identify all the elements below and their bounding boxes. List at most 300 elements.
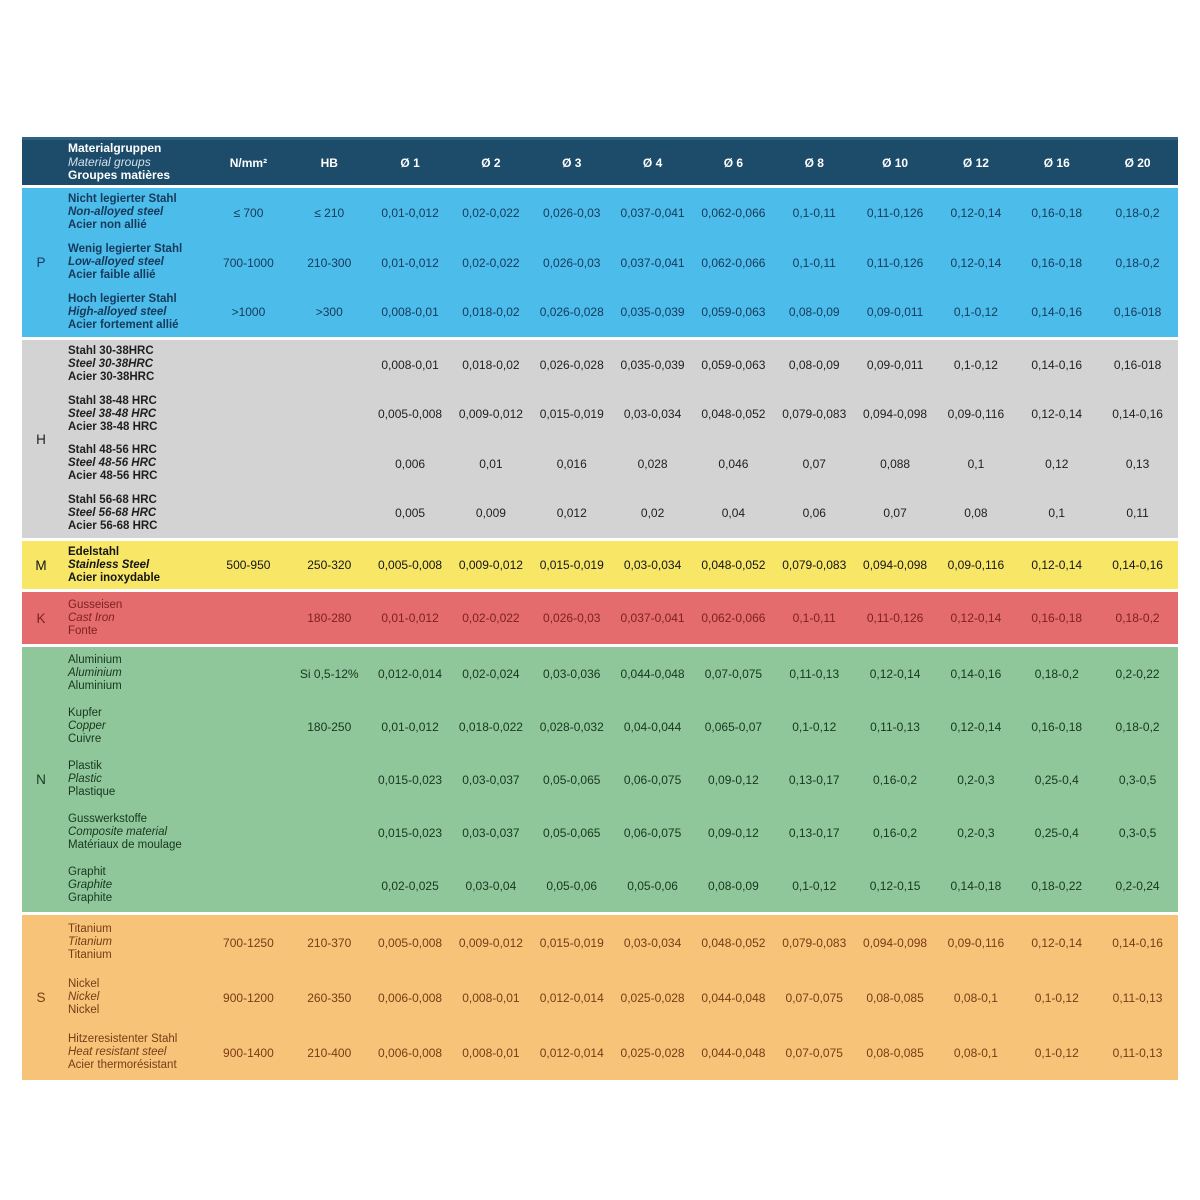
material-label-line: Acier faible allié: [68, 269, 156, 282]
value-cell: 0,2-0,3: [957, 772, 995, 787]
value-cell: 0,3-0,5: [1118, 772, 1157, 787]
value-cell: 0,03-0,036: [543, 666, 601, 681]
value-cell: 0,02-0,022: [462, 611, 520, 626]
value-cell: 0,008-0,01: [462, 990, 520, 1005]
material-label: [60, 243, 208, 282]
table-row: [60, 1025, 1178, 1080]
column-header: Ø 10: [882, 155, 909, 170]
table-row: [60, 489, 1178, 539]
value-cell: 0,005-0,008: [378, 558, 443, 573]
value-cell: 0,015-0,019: [539, 558, 604, 573]
value-cell: 0,05-0,06: [546, 878, 598, 893]
material-label-line: Titanium: [68, 949, 112, 962]
value-cell: 0,059-0,063: [701, 357, 766, 372]
value-cell: 0,094-0,098: [863, 407, 928, 422]
section-letter-N: N: [36, 772, 46, 788]
value-cell: 0,09-0,011: [866, 305, 924, 320]
value-cell: 0,08-0,085: [866, 1045, 924, 1060]
value-cell: 0,015-0,023: [378, 772, 443, 787]
table-row: [60, 592, 1178, 644]
value-cell: 0,094-0,098: [863, 558, 928, 573]
material-label-line: Steel 48-56 HRC: [68, 457, 157, 470]
value-cell: 0,07: [883, 506, 907, 521]
value-cell: >300: [315, 305, 343, 320]
table-row: [60, 753, 1178, 806]
material-label: [60, 494, 208, 533]
material-label: [60, 760, 208, 799]
value-cell: 0,012-0,014: [539, 1045, 604, 1060]
table-row: [60, 806, 1178, 859]
material-label-line: Heat resistant steel: [68, 1046, 167, 1059]
value-cell: 180-280: [307, 611, 352, 626]
material-label-line: Acier inoxydable: [68, 571, 161, 584]
material-label-line: Acier 30-38HRC: [68, 371, 155, 384]
material-label: [60, 345, 208, 384]
value-cell: 0,03-0,04: [465, 878, 517, 893]
material-label-line: Edelstahl: [68, 545, 120, 558]
table-row: [60, 541, 1178, 589]
material-label: [60, 866, 208, 905]
value-cell: 0,25-0,4: [1034, 825, 1079, 840]
value-cell: 0,01-0,012: [381, 719, 439, 734]
value-cell: 0,16-0,18: [1031, 205, 1083, 220]
value-cell: 0,079-0,083: [782, 935, 847, 950]
value-cell: 0,062-0,066: [701, 205, 766, 220]
material-label: [60, 1033, 208, 1072]
table-row: [60, 700, 1178, 753]
value-cell: ≤ 700: [233, 205, 264, 220]
value-cell: 0,008-0,01: [381, 305, 439, 320]
value-cell: 0,07-0,075: [704, 666, 763, 681]
material-feed-table: [22, 137, 1178, 1083]
value-cell: 0,009-0,012: [458, 558, 523, 573]
column-header: Ø 20: [1124, 155, 1151, 170]
value-cell: 0,07-0,075: [785, 990, 843, 1005]
value-cell: 0,04: [721, 506, 746, 521]
value-cell: ≤ 210: [314, 205, 345, 220]
header-corner-spacer: [22, 140, 60, 185]
material-label-line: Titanium: [68, 936, 112, 949]
material-label-line: Nicht legierter Stahl: [68, 193, 177, 206]
section-K: [22, 592, 1178, 647]
column-header: Ø 8: [804, 155, 824, 170]
value-cell: 0,18-0,2: [1115, 255, 1160, 270]
value-cell: 0,015-0,019: [539, 407, 604, 422]
value-cell: 250-320: [307, 558, 352, 573]
material-label-line: Cuivre: [68, 733, 102, 746]
material-label-line: Steel 30-38HRC: [68, 358, 154, 371]
column-header: Ø 16: [1043, 155, 1070, 170]
material-label-line: Stahl 48-56 HRC: [68, 444, 157, 457]
material-label-line: Wenig legierter Stahl: [68, 243, 183, 256]
value-cell: 0,035-0,039: [620, 357, 685, 372]
value-cell: 0,1-0,11: [792, 255, 836, 270]
value-cell: 0,08-0,085: [866, 990, 924, 1005]
material-label-line: Graphit: [68, 866, 106, 879]
value-cell: 0,037-0,041: [620, 611, 685, 626]
column-header: Ø 1: [400, 155, 420, 170]
value-cell: 0,048-0,052: [701, 935, 766, 950]
material-label-line: Gusseisen: [68, 598, 123, 611]
value-cell: 0,012-0,014: [539, 990, 604, 1005]
table-row: [60, 287, 1178, 337]
value-cell: 0,05-0,065: [543, 772, 601, 787]
material-label-line: Fonte: [68, 624, 98, 637]
material-label: [60, 978, 208, 1017]
material-label-line: Steel 56-68 HRC: [68, 506, 157, 519]
value-cell: 0,088: [880, 456, 911, 471]
value-cell: 0,11-0,13: [1112, 1045, 1163, 1060]
value-cell: 0,009-0,012: [458, 935, 523, 950]
value-cell: >1000: [231, 305, 266, 320]
value-cell: 0,11-0,13: [870, 719, 920, 734]
value-cell: 0,028: [637, 456, 668, 471]
material-label-line: Graphite: [68, 892, 113, 905]
value-cell: 0,12-0,14: [1031, 407, 1083, 422]
value-cell: 0,03-0,037: [462, 825, 520, 840]
section-letter-S: S: [36, 990, 46, 1006]
value-cell: 0,006: [395, 456, 426, 471]
value-cell: 0,037-0,041: [620, 205, 685, 220]
value-cell: 0,16-018: [1113, 305, 1162, 320]
value-cell: 0,18-0,2: [1115, 719, 1160, 734]
value-cell: 0,094-0,098: [863, 935, 928, 950]
material-label-line: Steel 38-48 HRC: [68, 407, 157, 420]
value-cell: 0,005-0,008: [378, 935, 443, 950]
value-cell: 0,3-0,5: [1118, 825, 1157, 840]
material-label-line: Acier thermorésistant: [68, 1059, 177, 1072]
material-label: [60, 293, 208, 332]
value-cell: 0,05-0,065: [543, 825, 601, 840]
value-cell: 0,028-0,032: [539, 719, 604, 734]
value-cell: 0,018-0,02: [462, 357, 520, 372]
value-cell: 0,026-0,03: [543, 611, 601, 626]
value-cell: 0,14-0,16: [1031, 305, 1083, 320]
material-label-line: Acier fortement allié: [68, 318, 179, 331]
material-label-line: Nickel: [68, 1004, 100, 1017]
table-row: [60, 238, 1178, 288]
value-cell: 0,07: [802, 456, 826, 471]
material-label-line: Nickel: [68, 978, 100, 991]
value-cell: 0,16-0,18: [1031, 611, 1083, 626]
value-cell: 0,02-0,025: [381, 878, 439, 893]
value-cell: 0,01-0,012: [381, 205, 439, 220]
value-cell: 0,12: [1045, 456, 1069, 471]
value-cell: 0,07-0,075: [785, 1045, 843, 1060]
value-cell: 210-300: [307, 255, 352, 270]
value-cell: 0,015-0,023: [378, 825, 443, 840]
value-cell: 0,1-0,11: [792, 611, 836, 626]
material-label-line: Copper: [68, 720, 106, 733]
value-cell: 0,1: [1048, 506, 1066, 521]
value-cell: 180-250: [307, 719, 352, 734]
value-cell: 0,02-0,024: [462, 666, 520, 681]
value-cell: 0,14-0,16: [1031, 357, 1083, 372]
value-cell: 0,02-0,022: [462, 255, 520, 270]
material-label-line: Titanium: [68, 923, 112, 936]
value-cell: 0,13-0,17: [788, 825, 840, 840]
material-label: [60, 193, 208, 232]
value-cell: 0,12-0,14: [950, 611, 1002, 626]
value-cell: 0,12-0,14: [950, 719, 1002, 734]
material-label-line: Acier 48-56 HRC: [68, 470, 158, 483]
material-label-line: Kupfer: [68, 707, 102, 720]
value-cell: 0,18-0,22: [1031, 878, 1083, 893]
material-label-line: Stainless Steel: [68, 558, 150, 571]
value-cell: 0,03-0,034: [623, 407, 682, 422]
value-cell: 0,015-0,019: [539, 935, 604, 950]
material-label-line: Cast Iron: [68, 611, 115, 624]
value-cell: 0,044-0,048: [620, 666, 685, 681]
material-label: [60, 813, 208, 852]
value-cell: 0,01-0,012: [381, 611, 439, 626]
value-cell: 0,12-0,14: [950, 205, 1002, 220]
material-label: [60, 546, 208, 585]
value-cell: 0,11-0,126: [866, 611, 924, 626]
value-cell: 0,11: [1126, 506, 1149, 521]
material-label-line: High-alloyed steel: [68, 305, 167, 318]
table-row: [60, 188, 1178, 238]
material-label-line: Plastik: [68, 760, 102, 773]
value-cell: 0,18-0,2: [1115, 205, 1160, 220]
value-cell: 0,08-0,1: [953, 990, 998, 1005]
material-label: [60, 923, 208, 962]
value-cell: 0,012-0,014: [378, 666, 443, 681]
value-cell: 0,09-0,12: [708, 772, 759, 787]
material-label: [60, 444, 208, 483]
section-M: [22, 541, 1178, 592]
value-cell: 500-950: [226, 558, 271, 573]
section-N: [22, 647, 1178, 915]
value-cell: Si 0,5-12%: [299, 666, 359, 681]
value-cell: 0,11-0,126: [866, 205, 924, 220]
value-cell: 0,035-0,039: [620, 305, 685, 320]
section-S: [22, 915, 1178, 1083]
value-cell: 0,1-0,12: [792, 719, 837, 734]
value-cell: 0,08-0,09: [708, 878, 759, 893]
column-header: Ø 12: [962, 155, 989, 170]
table-row: [60, 915, 1178, 970]
material-groups-header-fr: Groupes matières: [68, 168, 171, 183]
value-cell: 0,16-0,2: [873, 825, 918, 840]
table-row: [60, 647, 1178, 700]
value-cell: 0,025-0,028: [620, 1045, 685, 1060]
value-cell: 0,025-0,028: [620, 990, 685, 1005]
value-cell: 0,01-0,012: [381, 255, 439, 270]
value-cell: 210-400: [307, 1045, 352, 1060]
value-cell: 0,08-0,1: [953, 1045, 998, 1060]
value-cell: 0,065-0,07: [704, 719, 763, 734]
value-cell: 700-1250: [223, 935, 274, 950]
table-header-row: [22, 137, 1178, 188]
material-label-line: Aluminium: [68, 654, 122, 667]
value-cell: 0,09-0,011: [866, 357, 924, 372]
value-cell: 0,14-0,16: [1112, 558, 1163, 573]
section-P: [22, 188, 1178, 340]
value-cell: 0,009: [475, 506, 506, 521]
value-cell: 0,03-0,034: [623, 558, 682, 573]
value-cell: 0,079-0,083: [782, 558, 847, 573]
value-cell: 0,008-0,01: [381, 357, 439, 372]
table-row: [60, 439, 1178, 489]
material-groups-header: [60, 142, 208, 183]
value-cell: 0,16-0,2: [873, 772, 918, 787]
value-cell: 0,12-0,14: [950, 255, 1002, 270]
value-cell: 0,046: [718, 456, 749, 471]
value-cell: 0,16-018: [1113, 357, 1162, 372]
material-label: [60, 654, 208, 693]
value-cell: 0,006-0,008: [378, 990, 443, 1005]
value-cell: 0,005: [395, 506, 426, 521]
value-cell: 0,08-0,09: [788, 305, 840, 320]
value-cell: 0,09-0,116: [947, 558, 1005, 573]
value-cell: 0,12-0,14: [1031, 558, 1083, 573]
value-cell: 0,02: [640, 506, 665, 521]
value-cell: 0,037-0,041: [620, 255, 685, 270]
value-cell: 0,11-0,126: [866, 255, 924, 270]
value-cell: 0,18-0,2: [1034, 666, 1079, 681]
value-cell: 0,2-0,22: [1115, 666, 1160, 681]
value-cell: 0,12-0,15: [869, 878, 921, 893]
material-label-line: Aluminium: [68, 667, 122, 680]
value-cell: 0,01: [479, 456, 503, 471]
value-cell: 0,06-0,075: [623, 825, 682, 840]
value-cell: 0,05-0,06: [627, 878, 678, 893]
value-cell: 0,044-0,048: [701, 990, 766, 1005]
value-cell: 0,09-0,12: [708, 825, 759, 840]
value-cell: 0,026-0,028: [539, 357, 604, 372]
value-cell: 900-1400: [223, 1045, 274, 1060]
value-cell: 0,25-0,4: [1034, 772, 1079, 787]
material-label-line: Nickel: [68, 991, 100, 1004]
table-body: [22, 188, 1178, 1083]
material-label-line: Acier 56-68 HRC: [68, 519, 158, 532]
value-cell: 0,026-0,028: [539, 305, 604, 320]
value-cell: 0,02-0,022: [462, 205, 520, 220]
material-label-line: Hoch legierter Stahl: [68, 292, 177, 305]
material-label-line: Graphite: [68, 879, 113, 892]
material-label: [60, 599, 208, 638]
value-cell: 0,14-0,16: [950, 666, 1002, 681]
value-cell: 0,08: [964, 506, 988, 521]
material-label-line: Stahl 38-48 HRC: [68, 394, 157, 407]
value-cell: 0,1-0,12: [953, 357, 998, 372]
value-cell: 0,13: [1125, 456, 1150, 471]
value-cell: 0,044-0,048: [701, 1045, 766, 1060]
value-cell: 0,09-0,116: [947, 935, 1005, 950]
value-cell: 0,1-0,12: [792, 878, 837, 893]
section-letter-K: K: [36, 610, 46, 626]
value-cell: 0,1-0,12: [1034, 1045, 1079, 1060]
value-cell: 0,2-0,3: [957, 825, 995, 840]
value-cell: 0,08-0,09: [788, 357, 840, 372]
section-letter-M: M: [35, 557, 47, 573]
section-letter-P: P: [36, 255, 46, 271]
material-label: [60, 707, 208, 746]
value-cell: 0,11-0,13: [789, 666, 840, 681]
value-cell: 0,026-0,03: [543, 255, 601, 270]
value-cell: 0,008-0,01: [462, 1045, 520, 1060]
material-label: [60, 395, 208, 434]
value-cell: 0,048-0,052: [701, 558, 766, 573]
material-label-line: Stahl 56-68 HRC: [68, 493, 157, 506]
table-row: [60, 859, 1178, 912]
material-label-line: Hitzeresistenter Stahl: [68, 1033, 178, 1046]
value-cell: 260-350: [307, 990, 352, 1005]
column-header: Ø 3: [562, 155, 582, 170]
value-cell: 0,1-0,12: [953, 305, 998, 320]
column-header: Ø 2: [481, 155, 501, 170]
value-cell: 0,06: [802, 506, 826, 521]
value-cell: 0,13-0,17: [788, 772, 840, 787]
value-cell: 0,04-0,044: [623, 719, 682, 734]
material-label-line: Matériaux de moulage: [68, 839, 182, 852]
material-label-line: Composite material: [68, 826, 168, 839]
column-header: HB: [320, 155, 338, 170]
value-cell: 0,062-0,066: [701, 255, 766, 270]
value-cell: 0,03-0,037: [462, 772, 520, 787]
value-cell: 0,018-0,02: [462, 305, 520, 320]
value-cell: 900-1200: [223, 990, 274, 1005]
material-groups-header-de: Materialgruppen: [68, 141, 162, 156]
value-cell: 0,018-0,022: [458, 719, 523, 734]
value-cell: 0,14-0,16: [1112, 935, 1163, 950]
material-label-line: Aluminium: [68, 680, 122, 693]
column-header: Ø 6: [723, 155, 744, 170]
table-row: [60, 390, 1178, 440]
value-cell: 0,06-0,075: [623, 772, 682, 787]
material-groups-header-en: Material groups: [68, 154, 151, 169]
column-header: N/mm²: [229, 155, 268, 170]
value-cell: 0,079-0,083: [782, 407, 847, 422]
value-cell: 0,016: [556, 456, 587, 471]
value-cell: 0,12-0,14: [1031, 935, 1083, 950]
value-cell: 700-1000: [223, 255, 274, 270]
value-cell: 0,18-0,2: [1115, 611, 1160, 626]
value-cell: 0,062-0,066: [701, 611, 766, 626]
material-label-line: Acier non allié: [68, 219, 147, 232]
material-label-line: Plastique: [68, 786, 116, 799]
value-cell: 0,048-0,052: [701, 407, 766, 422]
value-cell: 0,03-0,034: [623, 935, 682, 950]
table-row: [60, 340, 1178, 390]
value-cell: 0,012: [556, 506, 587, 521]
value-cell: 0,09-0,116: [947, 407, 1005, 422]
value-cell: 210-370: [307, 935, 352, 950]
value-cell: 0,1-0,11: [792, 205, 836, 220]
value-cell: 0,059-0,063: [701, 305, 766, 320]
section-letter-H: H: [36, 431, 46, 447]
value-cell: 0,2-0,24: [1115, 878, 1160, 893]
value-cell: 0,16-0,18: [1031, 255, 1083, 270]
material-label-line: Plastic: [68, 773, 102, 786]
value-cell: 0,005-0,008: [378, 407, 443, 422]
value-cell: 0,16-0,18: [1031, 719, 1083, 734]
value-cell: 0,009-0,012: [458, 407, 523, 422]
value-cell: 0,11-0,13: [1112, 990, 1163, 1005]
material-label-line: Low-alloyed steel: [68, 256, 164, 269]
value-cell: 0,14-0,18: [950, 878, 1002, 893]
column-header: Ø 4: [642, 155, 663, 170]
material-label-line: Acier 38-48 HRC: [68, 420, 158, 433]
material-label-line: Non-alloyed steel: [68, 206, 164, 219]
table-row: [60, 970, 1178, 1025]
value-cell: 0,006-0,008: [378, 1045, 443, 1060]
value-cell: 0,12-0,14: [869, 666, 921, 681]
section-H: [22, 340, 1178, 541]
material-label-line: Stahl 30-38HRC: [68, 345, 154, 358]
value-cell: 0,026-0,03: [543, 205, 601, 220]
